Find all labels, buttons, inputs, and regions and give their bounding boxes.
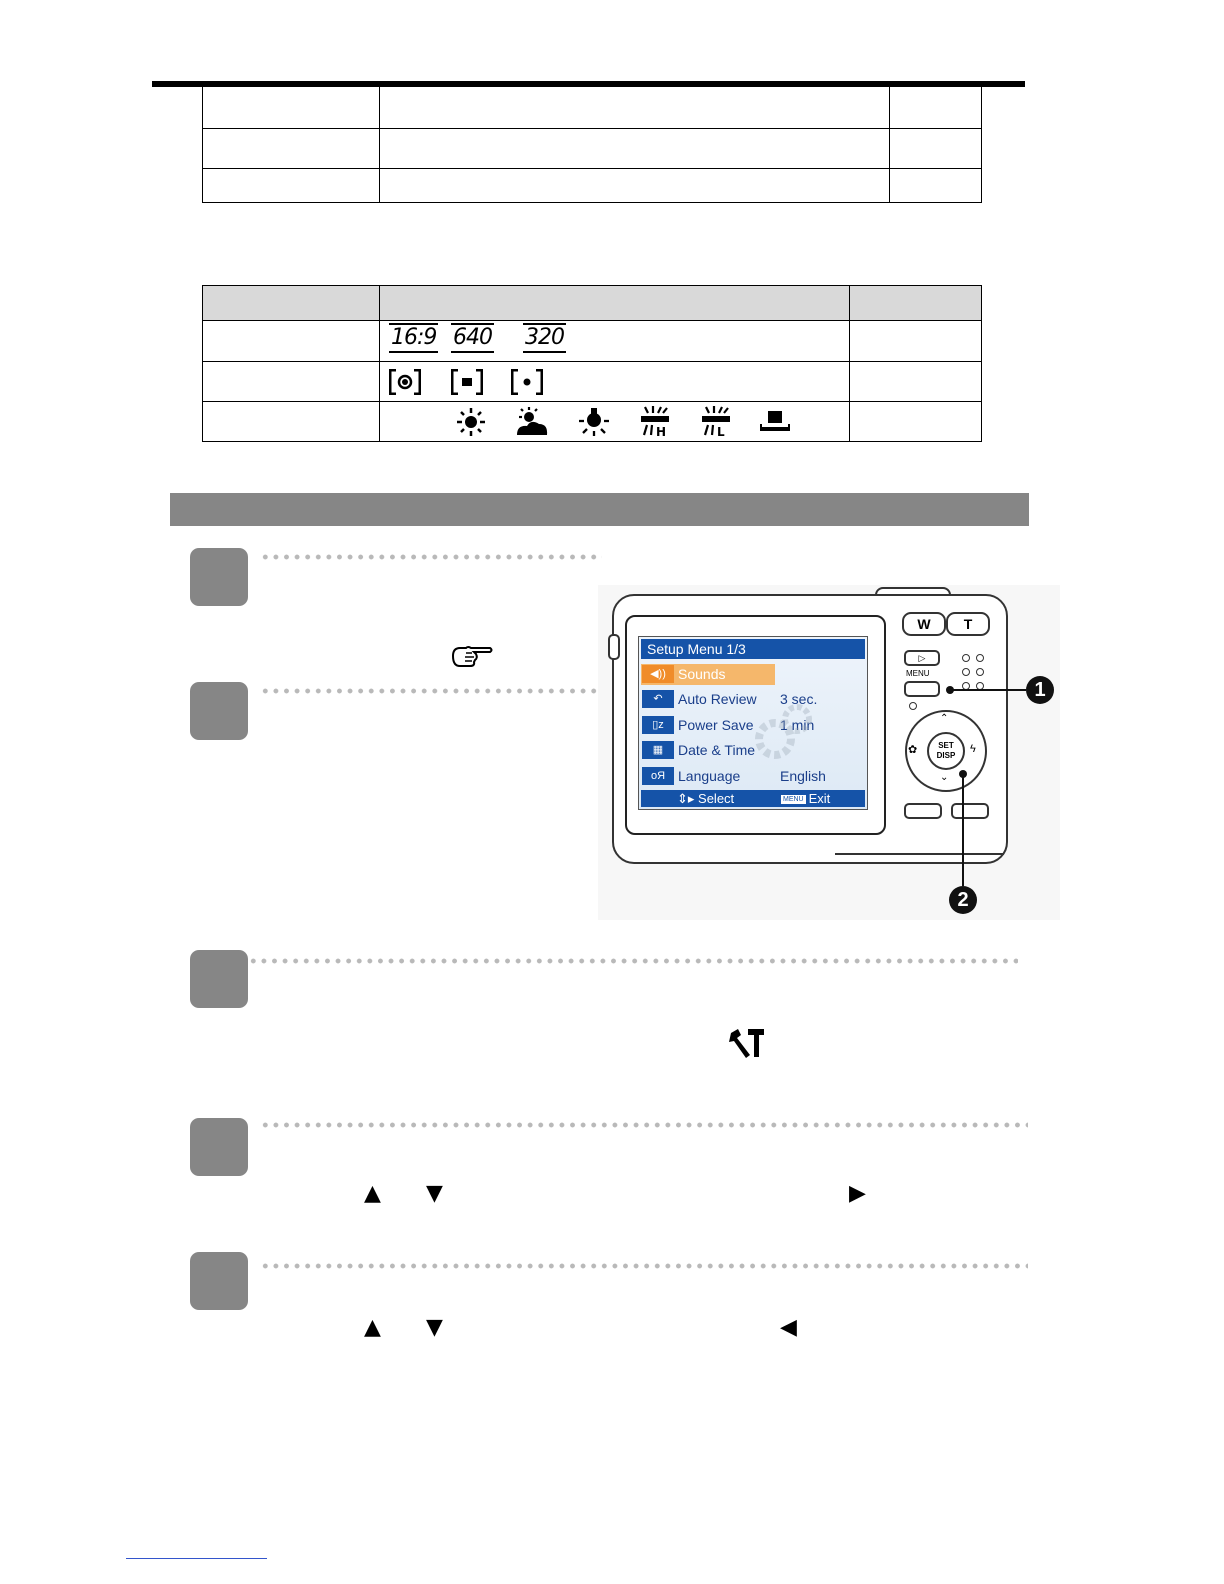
table-row — [203, 321, 982, 362]
table-header-row — [203, 286, 982, 321]
review-icon: ↶ — [642, 690, 674, 708]
down-arrow-icon: ▼ — [426, 1315, 443, 1340]
lcd-footer-select: ⇕▸ Select — [677, 791, 735, 806]
set-label: SET — [938, 741, 954, 750]
step-divider — [260, 1122, 1028, 1128]
lcd-menu-item-language[interactable] — [641, 765, 865, 787]
indicator-dot — [976, 668, 984, 676]
lcd-item-label: Power Save — [678, 717, 754, 733]
gear-icon — [747, 697, 817, 767]
resolution-16-9-icon: 16:9 — [389, 323, 438, 353]
table-row — [203, 128, 982, 168]
down-arrow-icon: ▼ — [426, 1181, 443, 1206]
step-divider — [260, 688, 602, 694]
lcd-item-label: Sounds — [678, 666, 726, 682]
metering-spot-icon — [511, 369, 543, 395]
setup-tools-icon — [728, 1027, 766, 1059]
svg-text:L: L — [717, 425, 725, 437]
lcd-title: Setup Menu 1/3 — [641, 639, 865, 659]
wb-fluorescent-h-icon — [639, 405, 671, 437]
up-arrow-icon: ▲ — [364, 1181, 381, 1206]
lcd-item-label: Date & Time — [678, 742, 756, 758]
right-arrow-icon: ▶ — [849, 1181, 866, 1206]
step-divider — [260, 1263, 1028, 1269]
settings-table-top — [202, 87, 982, 203]
section-header-bar — [170, 493, 1029, 526]
zoom-tele-button[interactable]: T — [946, 612, 990, 636]
lcd-footer-exit: MENU Exit — [783, 791, 831, 806]
lcd-item-label: Language — [678, 768, 741, 784]
set-disp-button[interactable] — [927, 732, 965, 770]
wb-daylight-icon — [456, 407, 486, 437]
playback-button[interactable]: ▷ — [904, 650, 940, 666]
pointing-hand-icon — [450, 644, 494, 670]
lcd-footer — [641, 790, 865, 807]
left-arrow-icon: ◀ — [780, 1315, 797, 1340]
menu-tag: MENU — [783, 796, 804, 803]
svg-text:H: H — [656, 425, 667, 437]
disp-label: DISP — [936, 751, 956, 760]
table-row — [203, 362, 982, 402]
lcd-item-value: English — [780, 768, 826, 784]
lcd-item-value: 3 sec. — [780, 691, 818, 707]
wb-cloudy-icon — [515, 407, 549, 437]
step-4-badge — [190, 1118, 248, 1176]
menu-label: MENU — [906, 669, 930, 678]
step-2-badge — [190, 682, 248, 740]
function-button[interactable] — [904, 803, 942, 819]
down-arrow-icon: ⌄ — [940, 772, 949, 783]
metering-average-icon — [389, 369, 421, 395]
lcd-screen — [638, 636, 868, 810]
callout-1: 1 — [1026, 676, 1054, 704]
delete-button[interactable] — [951, 803, 989, 819]
lcd-menu-item-sounds[interactable] — [641, 663, 865, 685]
strap-mount — [608, 634, 620, 660]
step-5-badge — [190, 1252, 248, 1310]
step-3-badge — [190, 950, 248, 1008]
zoom-wide-button[interactable]: W — [902, 612, 946, 636]
language-icon: ᴏЯ — [642, 767, 674, 785]
macro-icon: ✿ — [908, 744, 918, 756]
speaker-icon: ◀)) — [642, 665, 674, 683]
resolution-640-icon: 640 — [451, 323, 494, 353]
up-arrow-icon: ⌃ — [940, 713, 949, 724]
calendar-icon: ▦ — [642, 741, 674, 759]
indicator-dot — [962, 668, 970, 676]
table-row — [203, 87, 982, 128]
callout-line — [950, 689, 1026, 691]
callout-line — [962, 774, 964, 886]
callout-2: 2 — [949, 886, 977, 914]
wb-tungsten-icon — [578, 407, 610, 437]
lcd-item-label: Auto Review — [678, 691, 757, 707]
indicator-dot — [909, 702, 917, 710]
step-divider — [248, 958, 1018, 964]
body-seam — [835, 853, 1004, 855]
wb-fluorescent-l-icon — [700, 405, 732, 437]
footer-link-underline[interactable] — [126, 1558, 267, 1559]
step-divider — [260, 554, 602, 560]
indicator-dot — [962, 654, 970, 662]
lcd-item-value: 1 min — [780, 717, 815, 733]
up-arrow-icon: ▲ — [364, 1315, 381, 1340]
table-row — [203, 168, 982, 202]
metering-center-icon — [451, 369, 483, 395]
resolution-320-icon: 320 — [523, 323, 566, 353]
battery-icon: ▯z — [642, 716, 674, 734]
flash-icon: ϟ — [970, 743, 976, 755]
indicator-dot — [976, 654, 984, 662]
step-1-badge — [190, 548, 248, 606]
menu-button[interactable] — [904, 681, 940, 697]
wb-custom-icon — [759, 409, 791, 433]
